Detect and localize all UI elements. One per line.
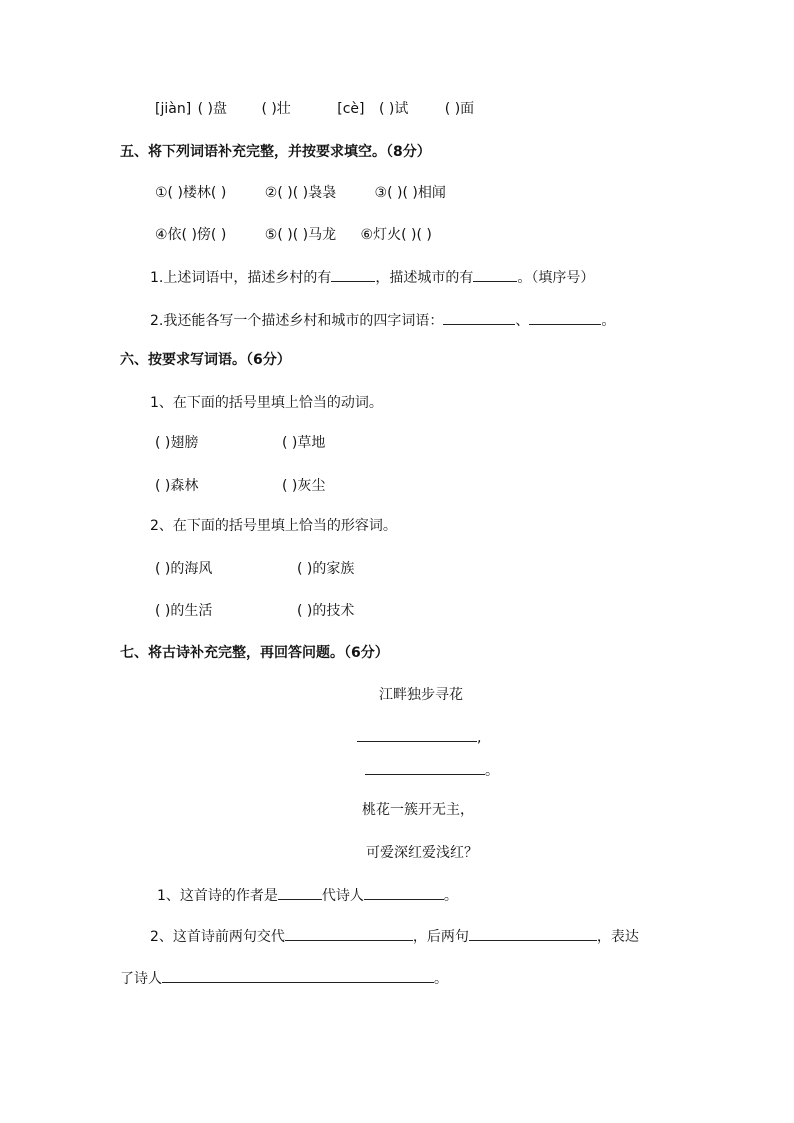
verb-row-1 xyxy=(155,433,325,453)
blank-pan: ( )盘 xyxy=(197,101,227,117)
section7-q2 xyxy=(150,926,639,947)
poem-line-2 xyxy=(365,760,499,781)
poem-line2-end: 。 xyxy=(485,763,499,779)
poem-line-3: 桃花一簇开无主， xyxy=(362,802,474,818)
word-item-3: ③( )( )相闻 xyxy=(374,185,446,201)
section5-q1 xyxy=(150,267,594,288)
verb-row-2 xyxy=(155,476,325,496)
word-item-4: ④依( )傍( ) xyxy=(155,227,227,243)
q2-sep: 、 xyxy=(515,313,530,329)
adj-blank: ( )的海风 xyxy=(155,561,213,577)
section5-row2 xyxy=(155,225,432,245)
answer-blank[interactable] xyxy=(529,310,601,325)
word-item-2: ②( )( )袅袅 xyxy=(264,185,337,201)
answer-blank[interactable] xyxy=(443,310,515,325)
answer-blank[interactable] xyxy=(278,885,322,900)
answer-blank[interactable] xyxy=(162,968,434,983)
answer-blank[interactable] xyxy=(469,926,597,941)
blank-shi: ( )试 xyxy=(378,101,409,117)
verb-blank: ( )草地 xyxy=(282,435,326,451)
poem-blank[interactable] xyxy=(365,760,485,775)
verb-blank: ( )森林 xyxy=(155,478,199,494)
poem-title: 江畔独步寻花 xyxy=(379,687,463,703)
section6-q1: 1、在下面的括号里填上恰当的动词。 xyxy=(150,395,383,411)
section6-q2: 2、在下面的括号里填上恰当的形容词。 xyxy=(150,518,397,534)
verb-blank: ( )翅膀 xyxy=(155,435,199,451)
q2-prefix: 2.我还能各写一个描述乡村和城市的四字词语： xyxy=(150,313,444,329)
adj-blank: ( )的家族 xyxy=(297,561,355,577)
s7-q2-prefix: 2、这首诗前两句交代 xyxy=(150,929,285,945)
s7-q2-mid: ，后两句 xyxy=(412,929,469,945)
verb-blank: ( )灰尘 xyxy=(282,478,326,494)
poem-line-1 xyxy=(357,727,481,748)
s7-q1-mid: 代诗人 xyxy=(321,888,364,904)
section6-heading: 六、按要求写词语。（6分） xyxy=(120,352,291,368)
word-item-6: ⑥灯火( )( ) xyxy=(360,227,432,243)
answer-blank[interactable] xyxy=(364,885,444,900)
section7-q1 xyxy=(157,885,458,906)
blank-mian: ( )面 xyxy=(444,101,475,117)
section5-row1 xyxy=(155,183,446,203)
poem-line1-end: , xyxy=(477,730,482,746)
pinyin-ce: [cè] xyxy=(337,101,365,117)
blank-zhuang: ( )壮 xyxy=(261,101,291,117)
answer-blank[interactable] xyxy=(331,267,375,282)
adj-row-1 xyxy=(155,559,354,579)
word-item-1: ①( )楼林( ) xyxy=(155,185,227,201)
s7-q2-line2-end: 。 xyxy=(434,971,448,987)
section7-heading: 七、将古诗补充完整，再回答问题。（6分） xyxy=(120,645,389,661)
s7-q1-end: 。 xyxy=(443,888,458,904)
adj-blank: ( )的技术 xyxy=(297,603,355,619)
s7-q2-end: ，表达 xyxy=(596,929,639,945)
adj-row-2 xyxy=(155,601,354,621)
section5-heading: 五、将下列词语补充完整，并按要求填空。（8分） xyxy=(120,144,431,160)
answer-blank[interactable] xyxy=(473,267,517,282)
s7-q1-prefix: 1、这首诗的作者是 xyxy=(157,888,278,904)
adj-blank: ( )的生活 xyxy=(155,603,213,619)
word-item-5: ⑤( )( )马龙 xyxy=(264,227,337,243)
section7-q2-line2 xyxy=(120,968,448,989)
poem-blank[interactable] xyxy=(357,727,477,742)
q1-mid: ，描述城市的有 xyxy=(375,270,474,286)
section5-q2 xyxy=(150,310,615,331)
s7-q2-line2-prefix: 了诗人 xyxy=(120,971,162,987)
q2-end: 。 xyxy=(601,313,616,329)
answer-blank[interactable] xyxy=(285,926,413,941)
poem-line-4: 可爱深红爱浅红？ xyxy=(366,845,478,861)
q1-prefix: 1.上述词语中，描述乡村的有 xyxy=(150,270,332,286)
pinyin-row xyxy=(155,99,474,119)
pinyin-jian: [jiàn] xyxy=(155,101,192,117)
q1-suffix: 。（填序号） xyxy=(517,270,595,286)
